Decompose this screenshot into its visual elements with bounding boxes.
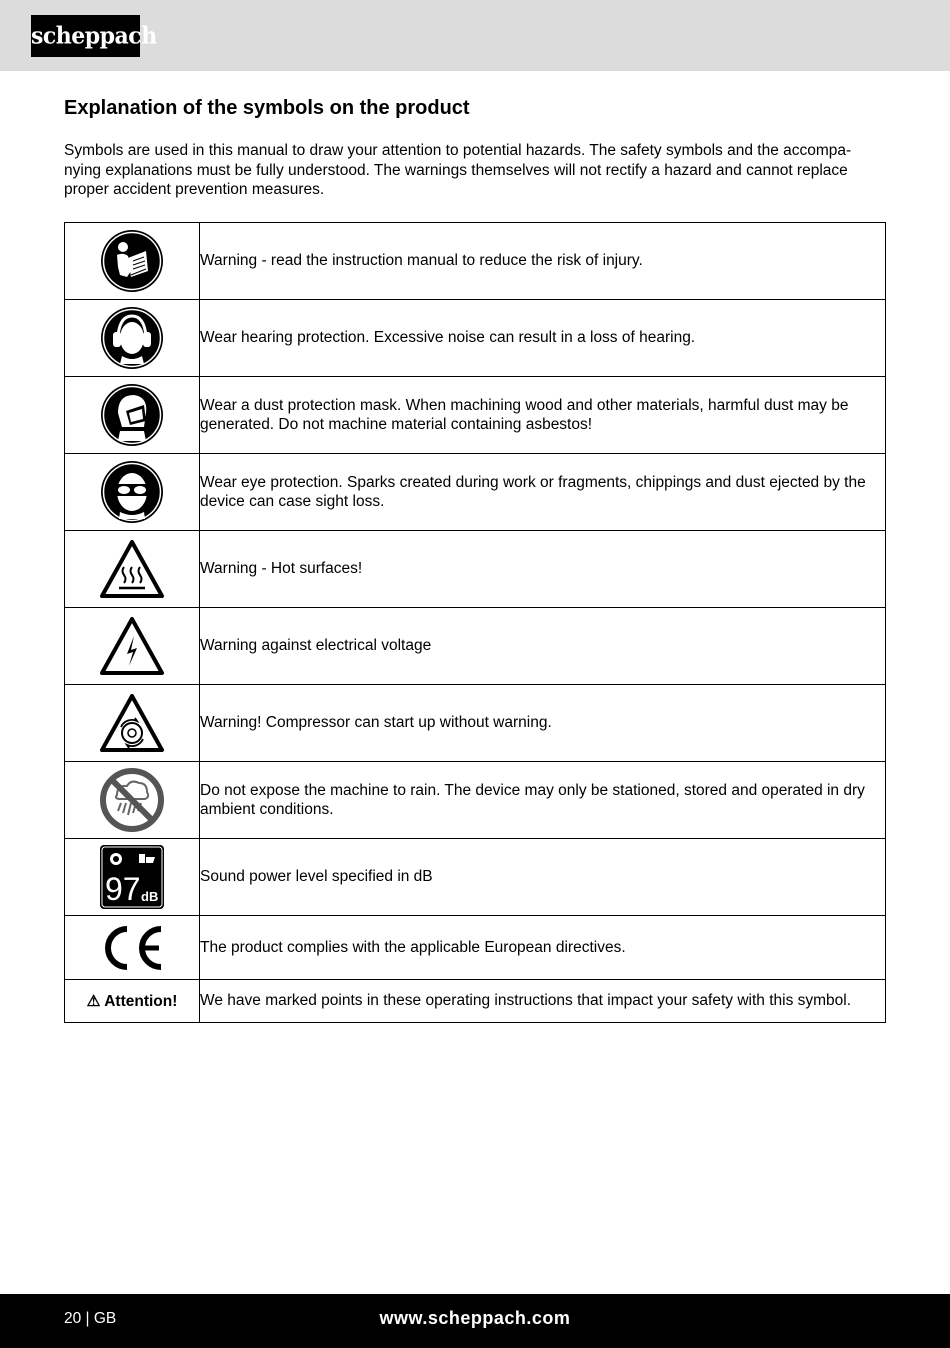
eye-protection-icon: [65, 460, 199, 524]
table-row: [65, 300, 886, 377]
page-number: 20 | GB: [64, 1310, 117, 1327]
symbol-description: The product complies with the applicable European directives.: [200, 916, 886, 980]
symbol-description: Wear hearing protection. Excessive noise can result in a loss of hearing.: [200, 300, 886, 377]
electrical-voltage-warning-icon: [65, 616, 199, 676]
svg-text:dB: dB: [141, 889, 159, 904]
table-row: [65, 762, 886, 839]
symbol-description: Wear eye protection. Sparks created during work or fragments, chippings and dust ejected by the device can case sight loss.: [200, 454, 886, 531]
symbol-description: Warning! Compressor can start up without warning.: [200, 685, 886, 762]
table-row: [65, 531, 886, 608]
hot-surface-warning-icon: [65, 539, 199, 599]
symbol-description: Warning - read the instruction manual to reduce the risk of injury.: [200, 223, 886, 300]
table-row: [65, 916, 886, 980]
page-title: Explanation of the symbols on the product: [64, 97, 470, 119]
table-row: [65, 377, 886, 454]
hearing-protection-icon: [65, 306, 199, 370]
no-rain-icon: [65, 767, 199, 833]
symbol-description: Warning against electrical voltage: [200, 608, 886, 685]
sound-power-level-icon: [65, 844, 199, 910]
table-row: [65, 608, 886, 685]
read-manual-icon: [65, 229, 199, 293]
ce-mark-icon: [65, 925, 199, 971]
svg-text:97: 97: [105, 871, 141, 907]
symbol-description: Wear a dust protection mask. When machining wood and other materials, harmful dust may be generated. Do not machine material containing asbestos!: [200, 377, 886, 454]
brand-logo: scheppach: [31, 15, 140, 57]
website-link[interactable]: www.scheppach.com: [379, 1308, 571, 1328]
dust-mask-icon: [65, 383, 199, 447]
attention-label: ⚠ Attention!: [86, 992, 178, 1010]
symbol-description: We have marked points in these operating instructions that impact your safety with this symbol.: [200, 980, 886, 1023]
table-row: [65, 685, 886, 762]
symbol-description: Warning - Hot surfaces!: [200, 531, 886, 608]
table-row: [65, 839, 886, 916]
intro-paragraph: Symbols are used in this manual to draw your attention to potential hazards. The safety symbols and the accompa-nying explanations must be fully understood. The warnings themselves will not rectify a hazard and cannot replace proper accident prevention measures.: [64, 142, 852, 198]
table-row: [65, 454, 886, 531]
symbol-description: Sound power level specified in dB: [200, 839, 886, 916]
symbol-description: Do not expose the machine to rain. The device may only be stationed, stored and operated in dry ambient conditions.: [200, 762, 886, 839]
symbols-table: [64, 222, 886, 1023]
table-row: [65, 223, 886, 300]
automatic-start-warning-icon: [65, 693, 199, 753]
table-row: [65, 980, 886, 1023]
